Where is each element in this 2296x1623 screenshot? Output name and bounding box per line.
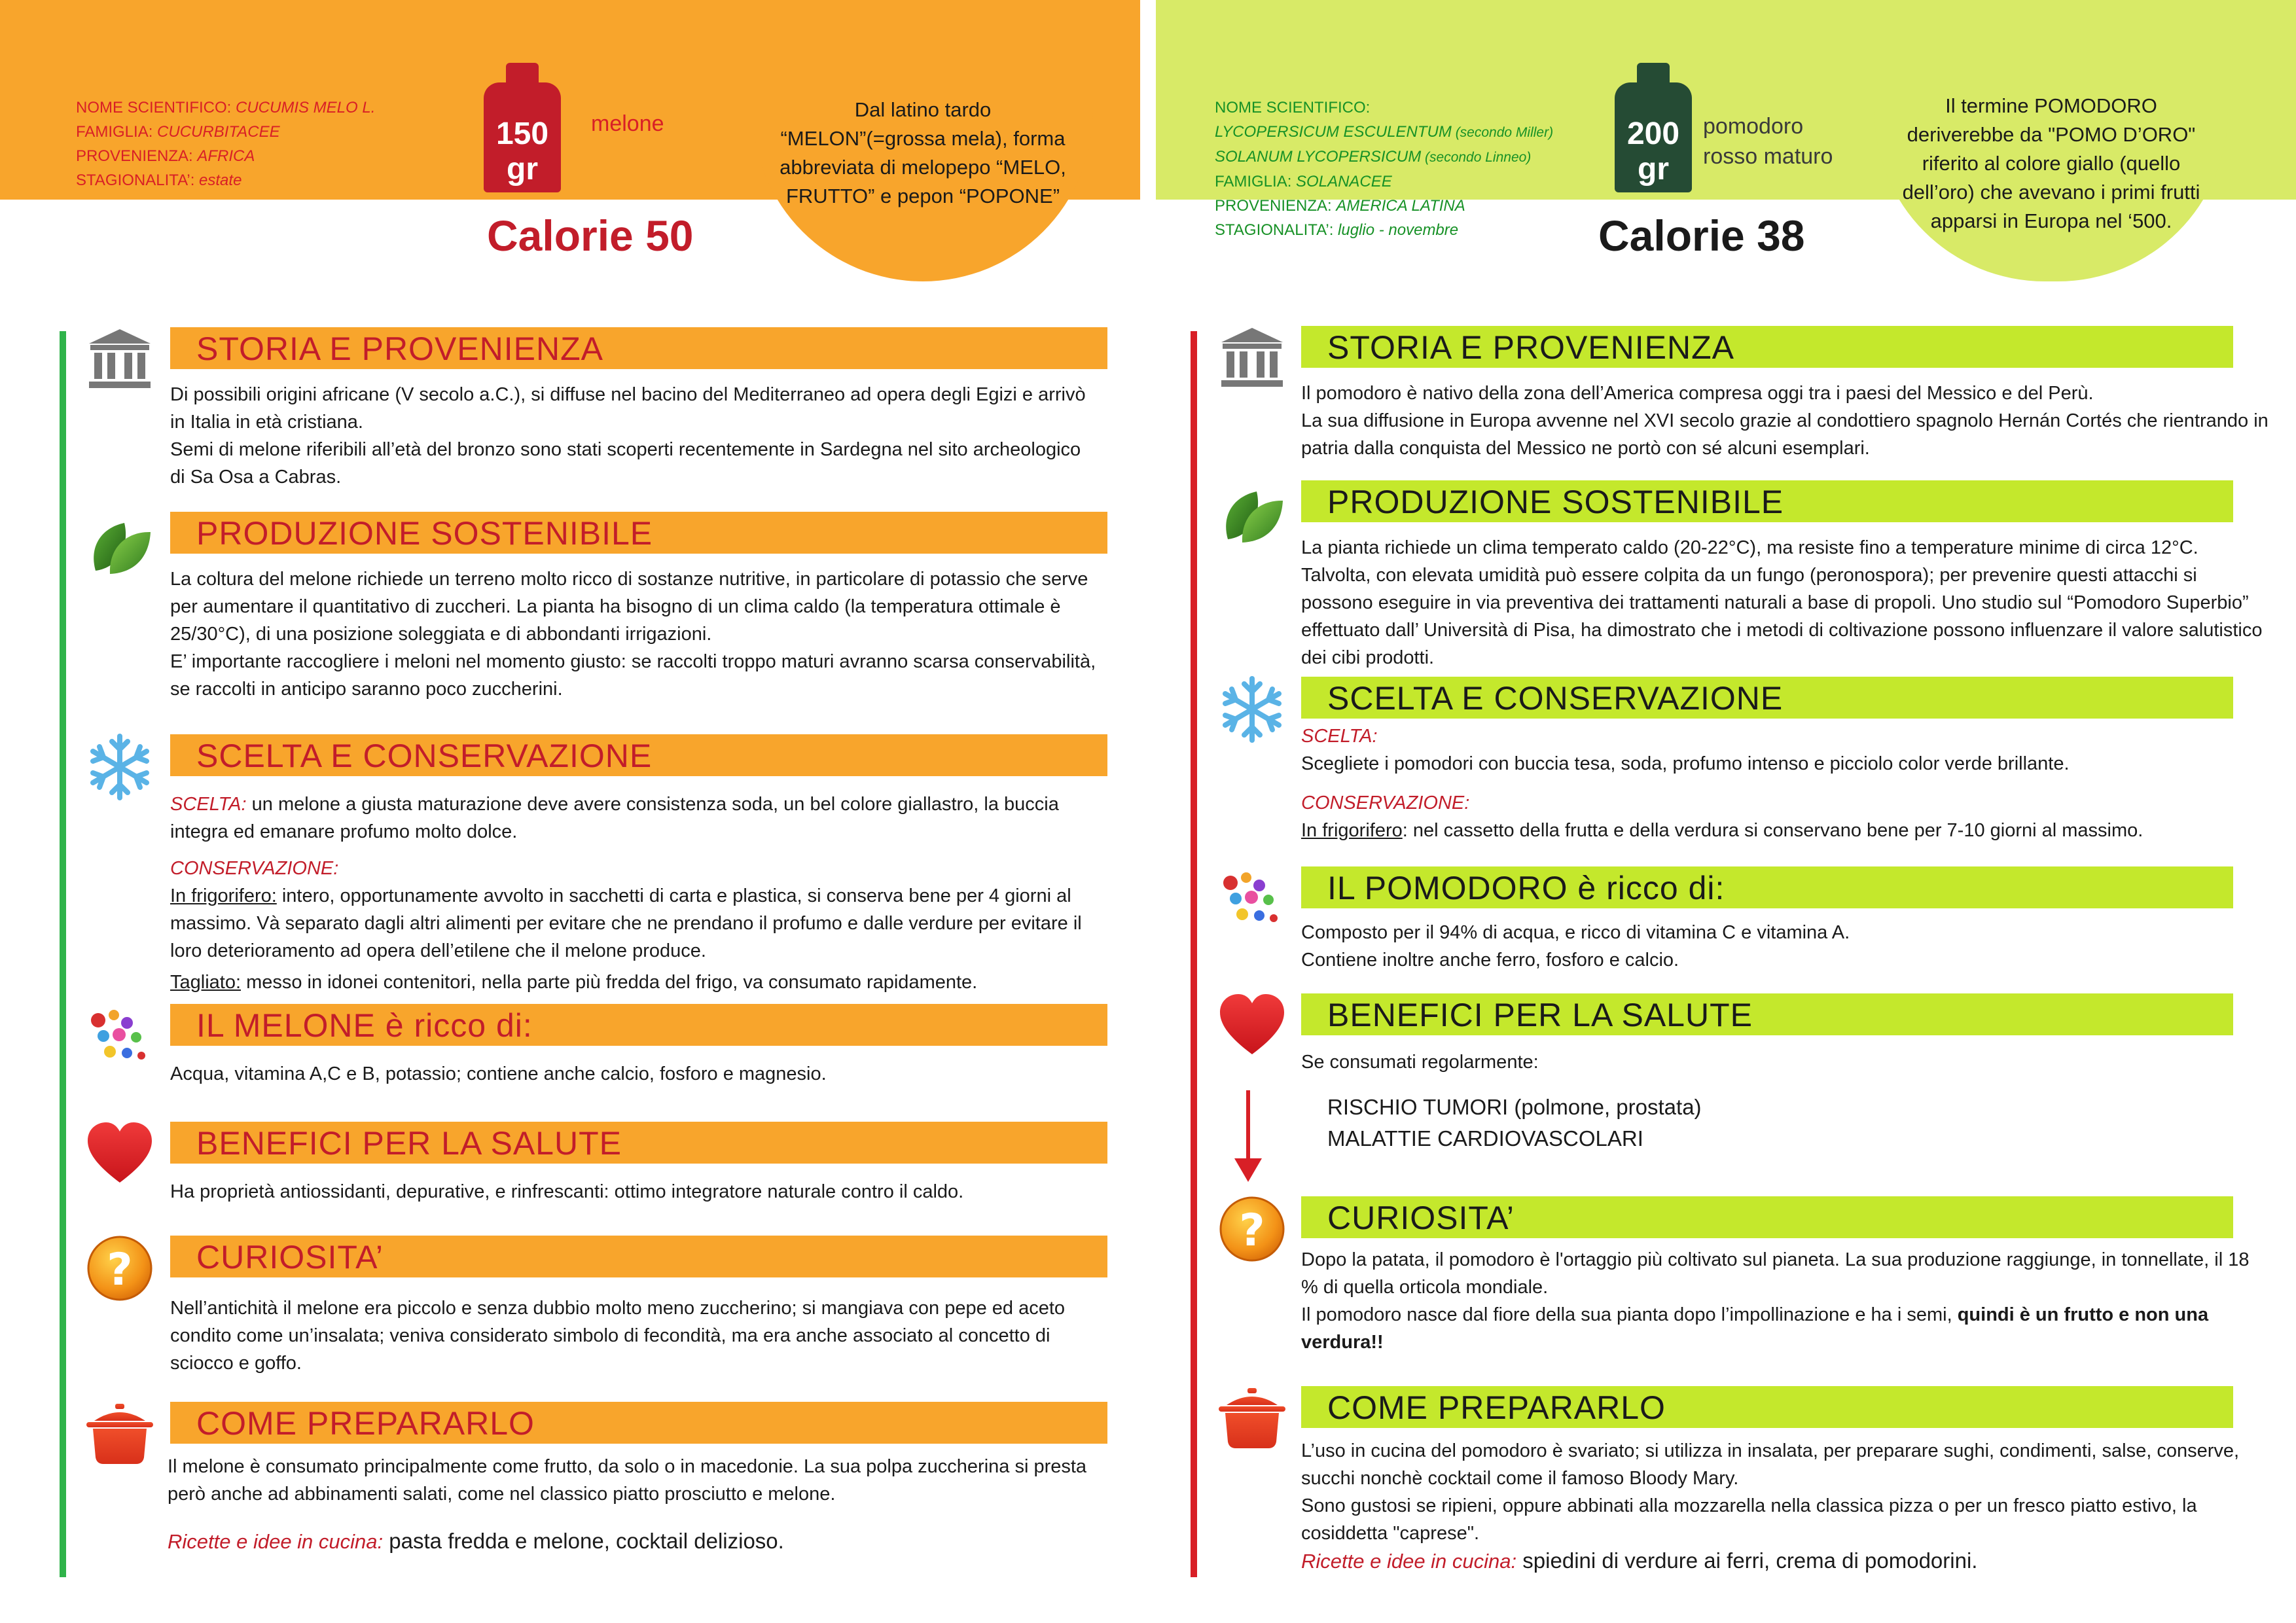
section-benefici — [1216, 993, 2283, 1190]
tagliato-text: messo in idonei contenitori, nella parte più fredda del frigo, va consumato rapidamente. — [241, 972, 978, 993]
famiglia-label: FAMIGLIA: — [76, 123, 153, 141]
risks-list — [1327, 1092, 1702, 1154]
nome-value-1: LYCOPERSICUM ESCULENTUM — [1215, 123, 1452, 141]
section-ricco — [84, 1004, 1107, 1102]
section-curiosita — [1216, 1196, 2283, 1366]
title-caps: IL MELONE — [196, 1007, 376, 1044]
paragraph: Nell’antichità il melone era piccolo e senza dubbio molto meno zuccherino; si mangiava con pepe ed aceto condito come un’insalata; veniva considerato simbolo di fecondità, ma era anche associato al concetto di sciocco e goffo. — [170, 1298, 1066, 1374]
question-icon — [84, 1232, 156, 1304]
heart-icon — [1216, 990, 1288, 1062]
nome-value-2: SOLANUM LYCOPERSICUM — [1215, 148, 1422, 166]
snowflake-icon — [84, 731, 156, 803]
vertical-line — [1191, 331, 1197, 1577]
paragraph: Semi di melone riferibili all’età del bronzo sono stati scoperti recentemente in Sardegna nel sito archeologico di Sa Osa a Cabras. — [170, 439, 1081, 488]
section-text — [168, 1453, 1097, 1556]
paragraph: Se consumati regolarmente: — [1301, 1052, 1539, 1073]
frigo-label: In frigorifero — [1301, 820, 1403, 841]
title-rest: è ricco di: — [1568, 870, 1725, 906]
paragraph: Ha proprietà antiossidanti, depurative, e rinfrescanti: ottimo integratore naturale contro il caldo. — [170, 1181, 964, 1202]
ricette-label: Ricette e idee in cucina: — [1301, 1550, 1517, 1573]
section-title: PRODUZIONE SOSTENIBILE — [1301, 480, 2233, 522]
section-title: COME PREPARARLO — [170, 1402, 1107, 1444]
provenienza-value: AFRICA — [197, 147, 255, 165]
section-text — [170, 381, 1100, 491]
weight-label-2: rosso maturo — [1703, 144, 1833, 169]
weight-number: 150 — [495, 116, 549, 151]
scelta-label: SCELTA: — [1301, 726, 1378, 747]
snowflake-icon — [1216, 673, 1288, 745]
section-title: COME PREPARARLO — [1301, 1386, 2233, 1428]
scientific-info — [1215, 96, 1553, 242]
conservazione-label: CONSERVAZIONE: — [170, 858, 339, 879]
section-text — [1301, 1246, 2270, 1356]
bold-statement: quindi è un frutto e non una verdura!! — [1301, 1304, 2209, 1353]
paragraph: L’uso in cucina del pomodoro è svariato; si utilizza in insalata, per preparare sughi, condimenti, salse, conserve, succhi nonchè cocktail come il famoso Bloody Mary. — [1301, 1440, 2240, 1489]
section-title: STORIA E PROVENIENZA — [170, 327, 1107, 369]
stagionalita-label: STAGIONALITA’: — [76, 171, 195, 189]
etymology-bubble — [1874, 0, 2228, 281]
scelta-label: SCELTA: — [170, 794, 247, 815]
tagliato-label: Tagliato: — [170, 972, 242, 993]
paragraph: Acqua, vitamina A,C e B, potassio; contiene anche calcio, fosforo e magnesio. — [170, 1063, 827, 1084]
provenienza-label: PROVENIENZA: — [1215, 197, 1332, 215]
paragraph: Di possibili origini africane (V secolo a.C.), si diffuse nel bacino del Mediterraneo ad opera degli Egizi e arrivò in Italia in età cristiana. — [170, 384, 1086, 433]
calories: Calorie 38 — [1598, 211, 1805, 260]
section-title: BENEFICI PER LA SALUTE — [170, 1122, 1107, 1164]
pomodoro-panel — [1156, 0, 2296, 1623]
title-caps: IL POMODORO — [1327, 870, 1568, 906]
section-produzione — [84, 512, 1107, 708]
nome-label: NOME SCIENTIFICO: — [76, 99, 232, 116]
museum-icon — [84, 324, 156, 396]
section-text — [170, 565, 1100, 703]
paragraph: Sono gustosi se ripieni, oppure abbinati alla mozzarella nella classica pizza o per un fresco piatto estivo, la cosiddetta "caprese". — [1301, 1495, 2197, 1544]
section-text — [170, 1294, 1100, 1377]
section-storia — [84, 327, 1107, 488]
section-title — [170, 1004, 1107, 1046]
frigo-text: intero, opportunamente avvolto in sacchetti di carta e plastica, si conserva bene per 4 giorni al massimo. Và separato dagli altri alimenti per evitare che ne prendano il profumo e dalle verdure per evitare il loro deterioramento ad opera dell’etilene che il melone produce. — [170, 885, 1082, 961]
section-text — [1301, 722, 2270, 844]
weight-unit: gr — [507, 152, 538, 187]
section-text — [170, 1060, 1100, 1088]
stagionalita-value: estate — [199, 171, 242, 189]
provenienza-value: AMERICA LATINA — [1336, 197, 1465, 215]
section-title: CURIOSITA’ — [1301, 1196, 2233, 1238]
vitamins-icon — [1216, 863, 1288, 935]
section-text — [1301, 534, 2270, 671]
ricette-text: pasta fredda e melone, cocktail delizioso. — [383, 1529, 784, 1553]
weight-unit: gr — [1638, 152, 1669, 187]
ricette-text: spiedini di verdure ai ferri, crema di pomodorini. — [1516, 1548, 1978, 1573]
question-icon — [1216, 1193, 1288, 1265]
section-text — [170, 1178, 1100, 1205]
famiglia-value: CUCURBITACEE — [157, 123, 280, 141]
section-text — [1301, 1437, 2270, 1575]
weight-label-1: pomodoro — [1703, 114, 1804, 139]
ricette-label: Ricette e idee in cucina: — [168, 1530, 384, 1553]
paragraph: E’ importante raccogliere i meloni nel momento giusto: se raccolti troppo maturi avranno scarsa conservabilità, se raccolti in anticipo saranno poco zuccherini. — [170, 651, 1096, 700]
paragraph: Contiene inoltre anche ferro, fosforo e calcio. — [1301, 950, 1679, 971]
famiglia-label: FAMIGLIA: — [1215, 173, 1292, 190]
weight-number: 200 — [1626, 116, 1680, 151]
paragraph: Dopo la patata, il pomodoro è l'ortaggio più coltivato sul pianeta. La sua produzione raggiunge, in tonnellate, il 18 % di quella orticola mondiale. — [1301, 1249, 2250, 1298]
section-title — [1301, 866, 2233, 908]
leaves-icon — [1216, 477, 1288, 549]
nome-value: CUCUMIS MELO L. — [236, 99, 376, 116]
section-title: BENEFICI PER LA SALUTE — [1301, 993, 2233, 1035]
etymology-text: Dal latino tardo “MELON”(=grossa mela), forma abbreviata di melopepo “MELO, FRUTTO” e pepon “POPONE” — [780, 98, 1066, 207]
nome-note-1: (secondo Miller) — [1451, 125, 1554, 140]
paragraph: La sua diffusione in Europa avvenne nel XVI secolo grazie al condottiero spagnolo Hernán Cortés che rientrando in patria dalla conquista del Messico ne portò con sé alcuni esemplari. — [1301, 410, 2269, 459]
section-preparare — [84, 1402, 1107, 1585]
pot-icon — [84, 1399, 156, 1471]
down-arrow-icon — [1242, 1090, 1255, 1182]
paragraph: La coltura del melone richiede un terreno molto ricco di sostanze nutritive, in particolare di potassio che serve per aumentare il quantitativo di zuccheri. La pianta ha bisogno di un clima caldo (la temperatura ottimale è 25/30°C), di una posizione soleggiata e di abbondanti irrigazioni. — [170, 569, 1088, 645]
section-text — [1301, 1048, 2270, 1076]
scelta-text: un melone a giusta maturazione deve avere consistenza soda, un bel colore giallastro, la buccia integra ed emanare profumo molto dolce. — [170, 794, 1059, 842]
section-ricco — [1216, 866, 2283, 984]
scientific-info — [76, 96, 375, 192]
risk-item: MALATTIE CARDIOVASCOLARI — [1327, 1126, 1643, 1150]
section-scelta — [1216, 677, 2283, 853]
weight-icon — [484, 63, 561, 194]
calories: Calorie 50 — [487, 211, 694, 260]
conservazione-label: CONSERVAZIONE: — [1301, 793, 1470, 813]
provenienza-label: PROVENIENZA: — [76, 147, 193, 165]
section-text — [1301, 919, 2270, 974]
section-storia — [1216, 326, 2283, 463]
paragraph: Composto per il 94% di acqua, e ricco di vitamina C e vitamina A. — [1301, 922, 1850, 943]
section-curiosita — [84, 1236, 1107, 1399]
weight-icon — [1615, 63, 1692, 194]
etymology-bubble — [753, 0, 1093, 281]
vitamins-icon — [84, 1001, 156, 1073]
frigo-text: : nel cassetto della frutta e della verdura si conservano bene per 7-10 giorni al massimo. — [1402, 820, 2144, 841]
paragraph: La pianta richiede un clima temperato caldo (20-22°C), ma resiste fino a temperature minime di circa 12°C. Talvolta, con elevata umidità può essere colpita da un fungo (peronospora); per prevenire questi attacchi si possono eseguire in via preventiva dei trattamenti naturali a base di propoli. Uno studio sul “Pomodoro Superbio” effettuato dall’ Università di Pisa, ha dimostrato che i metodi di coltivazione possono influenzare il valore salutistico dei cibi prodotti. — [1301, 537, 2263, 668]
section-title: SCELTA E CONSERVAZIONE — [1301, 677, 2233, 719]
frigo-label: In frigorifero: — [170, 885, 277, 906]
section-title: CURIOSITA’ — [170, 1236, 1107, 1277]
nome-note-2: (secondo Linneo) — [1421, 150, 1532, 165]
museum-icon — [1216, 323, 1288, 395]
melone-panel — [0, 0, 1140, 1623]
section-title: STORIA E PROVENIENZA — [1301, 326, 2233, 368]
section-title: PRODUZIONE SOSTENIBILE — [170, 512, 1107, 554]
section-text — [170, 791, 1100, 996]
leaves-icon — [84, 508, 156, 580]
section-preparare — [1216, 1386, 2283, 1596]
paragraph: Il melone è consumato principalmente come frutto, da solo o in macedonie. La sua polpa zuccherina si presta però anche ad abbinamenti salati, come nel classico piatto prosciutto e melone. — [168, 1456, 1087, 1505]
section-text — [1301, 380, 2270, 462]
weight-label: melone — [591, 111, 664, 136]
section-title: SCELTA E CONSERVAZIONE — [170, 734, 1107, 776]
section-produzione — [1216, 480, 2283, 670]
section-scelta — [84, 734, 1107, 996]
heart-icon — [84, 1118, 156, 1190]
nome-label: NOME SCIENTIFICO: — [1215, 99, 1371, 116]
scelta-text: Scegliete i pomodori con buccia tesa, soda, profumo intenso e picciolo color verde brillante. — [1301, 753, 2070, 774]
section-benefici — [84, 1122, 1107, 1213]
famiglia-value: SOLANACEE — [1296, 173, 1392, 190]
paragraph: Il pomodoro nasce dal fiore della sua pianta dopo l’impollinazione e ha i semi, — [1301, 1304, 1958, 1325]
vertical-line — [60, 331, 66, 1577]
stagionalita-value: luglio - novembre — [1338, 221, 1459, 239]
stagionalita-label: STAGIONALITA’: — [1215, 221, 1334, 239]
pot-icon — [1216, 1383, 1288, 1455]
etymology-text: Il termine POMODORO deriverebbe da "POMO D’ORO" riferito al colore giallo (quello dell’oro) che avevano i primi frutti apparsi in Europa nel ‘500. — [1902, 94, 2200, 232]
weight-label — [1703, 111, 1833, 171]
risk-item: RISCHIO TUMORI (polmone, prostata) — [1327, 1095, 1702, 1119]
title-rest: è ricco di: — [375, 1007, 533, 1044]
paragraph: Il pomodoro è nativo della zona dell’America compresa oggi tra i paesi del Messico e del Perù. — [1301, 383, 2094, 404]
